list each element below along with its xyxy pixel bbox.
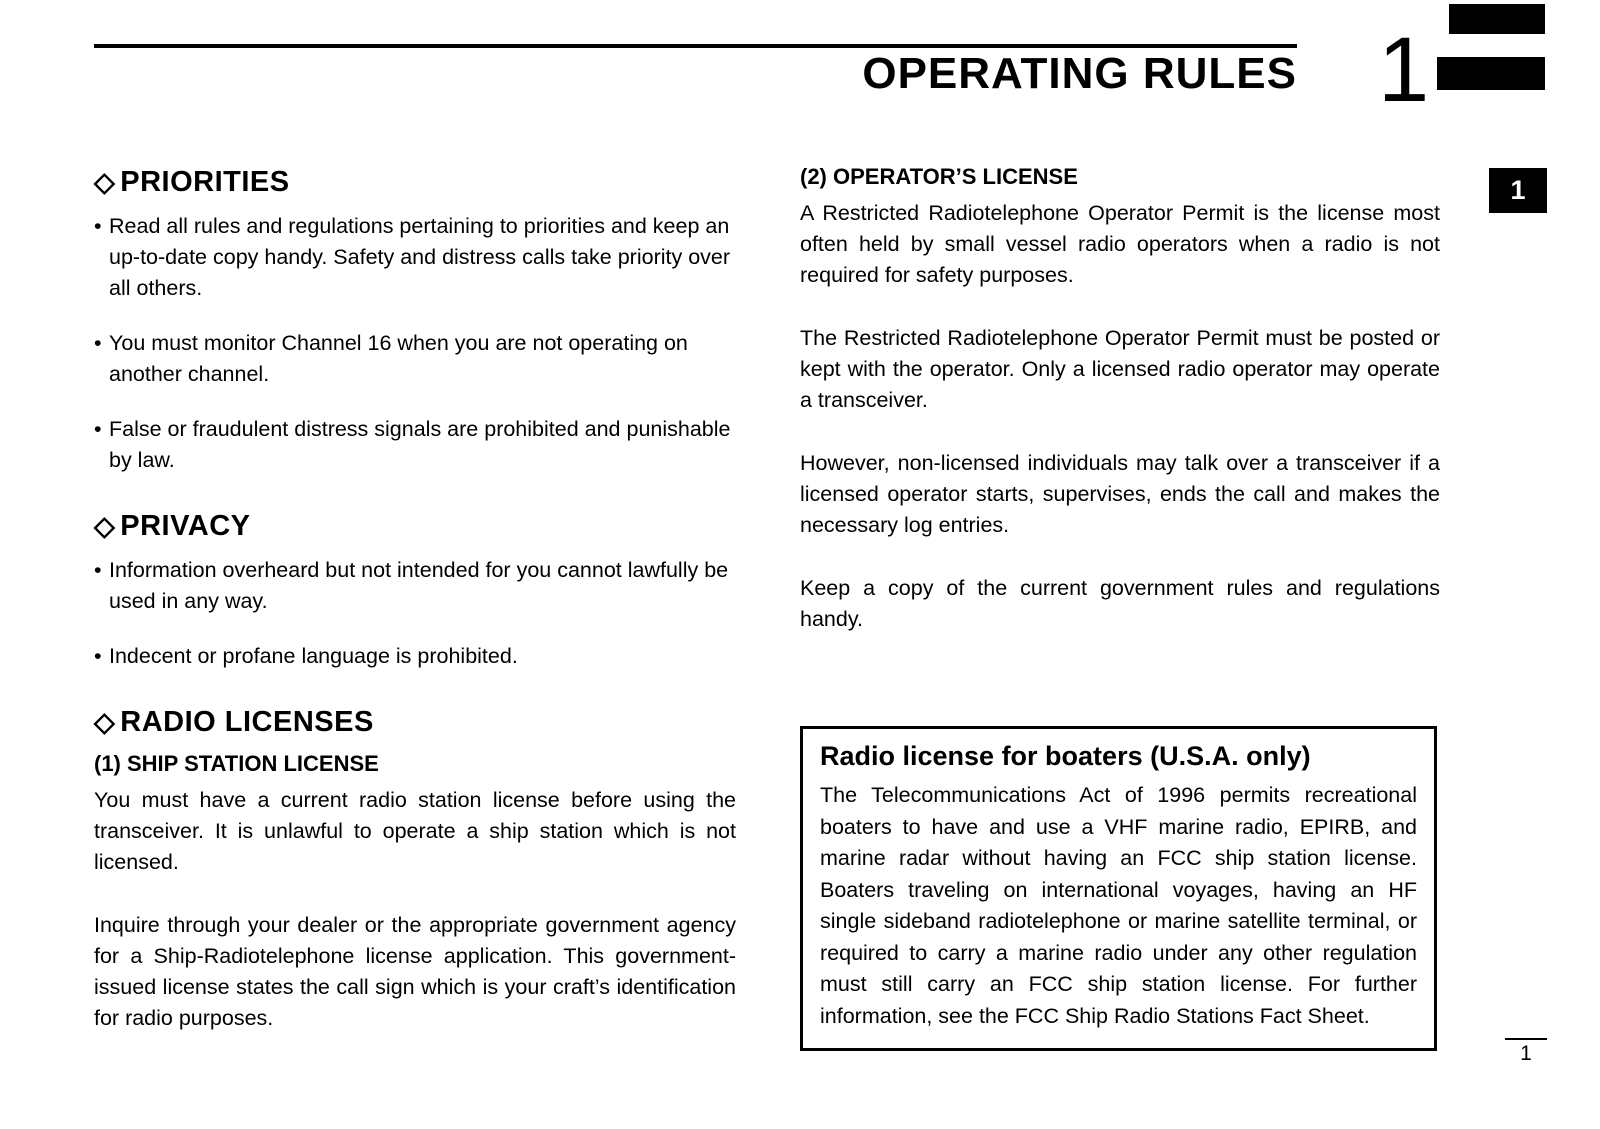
footer-divider bbox=[1505, 1038, 1547, 1040]
bullet-text: False or fraudulent distress signals are prohibited and punishable by law. bbox=[109, 417, 731, 472]
boaters-note-title: Radio license for boaters (U.S.A. only) bbox=[820, 741, 1311, 771]
paragraph: You must have a current radio station license before using the transceiver. It is unlawful to operate a ship station which is not licensed. bbox=[94, 788, 736, 874]
paragraph: However, non-licensed individuals may talk over a transceiver if a licensed operator starts, supervises, ends the call and makes the necessary log entries. bbox=[800, 451, 1440, 537]
privacy-heading-label: PRIVACY bbox=[120, 510, 251, 542]
list-item bbox=[94, 641, 736, 672]
bullet-text: Read all rules and regulations pertaining to priorities and keep an up-to-date copy handy. Safety and distress calls take priority over all others. bbox=[109, 214, 731, 300]
list-item bbox=[94, 211, 736, 304]
diamond-icon: ◇ bbox=[94, 167, 116, 197]
list-item bbox=[94, 328, 736, 390]
bullet-icon: • bbox=[94, 644, 102, 668]
diamond-icon: ◇ bbox=[94, 511, 116, 541]
privacy-heading bbox=[94, 510, 736, 543]
list-item bbox=[94, 555, 736, 617]
paragraph: Inquire through your dealer or the appropriate government agency for a Ship-Radiotelephone license application. This government-issued license states the call sign which is your craft’s identification for radio purposes. bbox=[94, 913, 736, 1030]
header-divider bbox=[94, 44, 1297, 48]
chapter-number: 1 bbox=[1378, 19, 1430, 121]
bullet-icon: • bbox=[94, 417, 102, 441]
bullet-icon: • bbox=[94, 331, 102, 355]
list-item bbox=[94, 414, 736, 476]
page-number: 1 bbox=[1520, 1042, 1532, 1065]
paragraph: The Restricted Radiotelephone Operator Permit must be posted or kept with the operator. Only a licensed radio operator may operate a transceiver. bbox=[800, 326, 1440, 412]
radio-licenses-heading-label: RADIO LICENSES bbox=[120, 706, 374, 738]
boaters-license-note-box bbox=[800, 726, 1437, 1051]
corner-decorative-bar-bottom bbox=[1437, 57, 1545, 90]
left-column bbox=[94, 166, 736, 1066]
right-column bbox=[800, 162, 1440, 667]
radio-licenses-heading bbox=[94, 706, 736, 739]
corner-decorative-bar-top bbox=[1449, 4, 1545, 34]
paragraph: Keep a copy of the current government rules and regulations handy. bbox=[800, 576, 1440, 631]
priorities-heading-label: PRIORITIES bbox=[120, 166, 290, 198]
bullet-text: You must monitor Channel 16 when you are not operating on another channel. bbox=[109, 331, 688, 386]
bullet-icon: • bbox=[94, 558, 102, 582]
diamond-icon: ◇ bbox=[94, 707, 116, 737]
priorities-heading bbox=[94, 166, 736, 199]
operators-license-subheading: (2) OPERATOR’S LICENSE bbox=[800, 164, 1078, 189]
paragraph: A Restricted Radiotelephone Operator Permit is the license most often held by small vessel radio operators when a radio is not required for safety purposes. bbox=[800, 201, 1440, 287]
page-title: OPERATING RULES bbox=[862, 49, 1297, 98]
bullet-text: Information overheard but not intended for you cannot lawfully be used in any way. bbox=[109, 558, 729, 613]
ship-station-license-subheading: (1) SHIP STATION LICENSE bbox=[94, 751, 379, 776]
bullet-icon: • bbox=[94, 214, 102, 238]
chapter-side-tab: 1 bbox=[1489, 168, 1547, 213]
boaters-note-body: The Telecommunications Act of 1996 permits recreational boaters to have and use a VHF marine radio, EPIRB, and marine radar without having an FCC ship station license. Boaters traveling on international voyages, having an HF single sideband radiotelephone or marine satellite terminal, or required to carry a marine radio under any other regulation must still carry an FCC ship station license. For further information, see the FCC Ship Radio Stations Fact Sheet. bbox=[820, 783, 1417, 1028]
bullet-text: Indecent or profane language is prohibited. bbox=[109, 644, 518, 668]
